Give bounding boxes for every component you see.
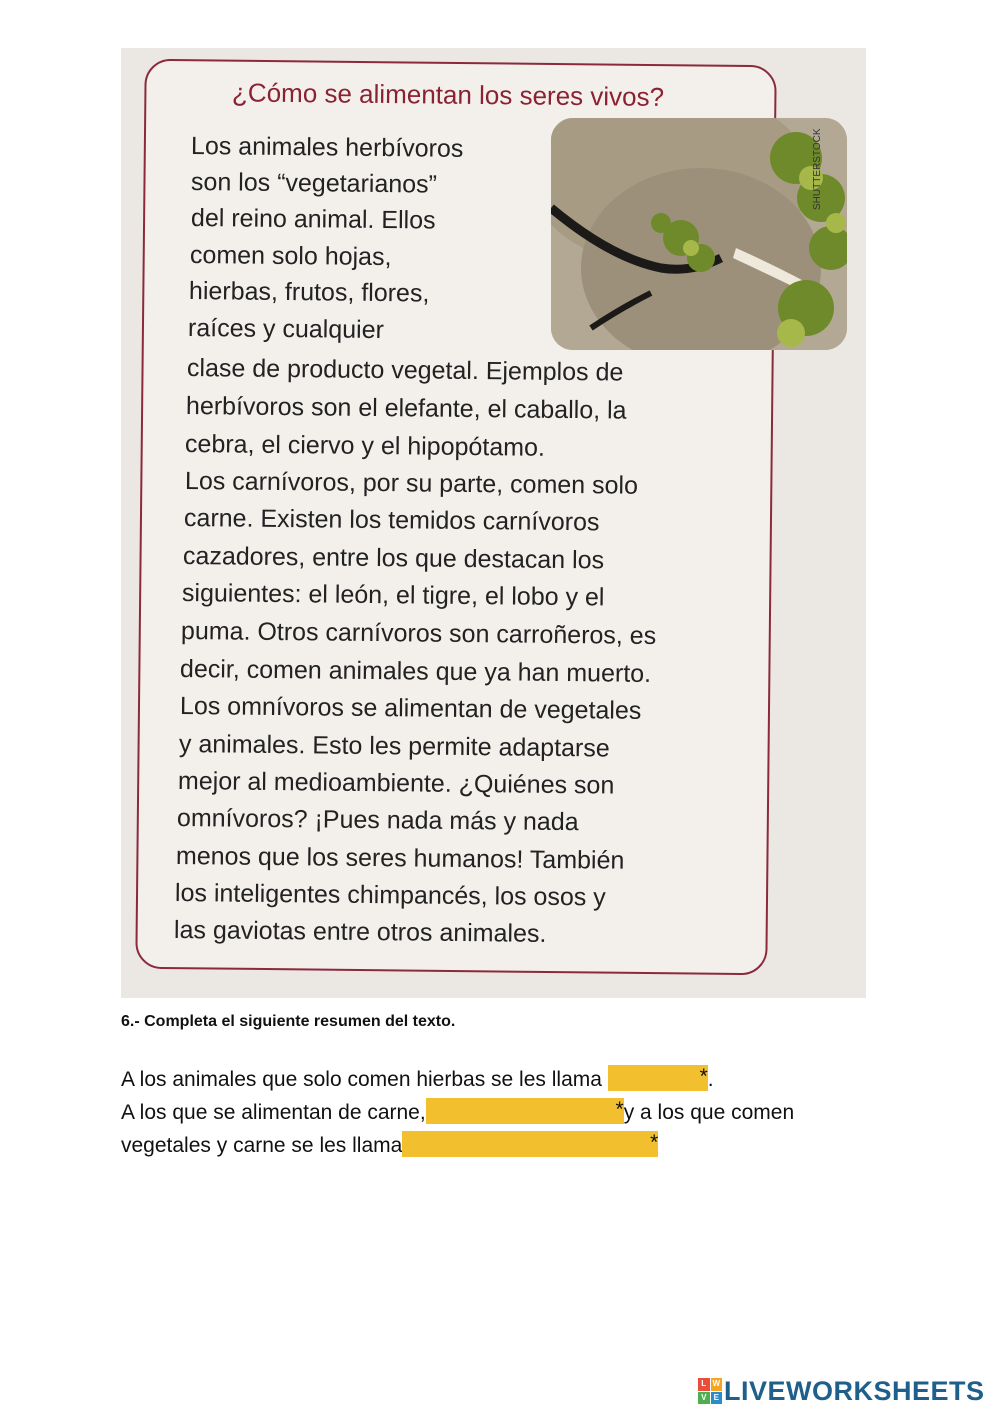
blank-marker: * bbox=[650, 1131, 659, 1154]
brand-name: LIVEWORKSHEETS bbox=[724, 1375, 985, 1406]
reading-line: Los omnívoros se alimentan de vegetales bbox=[179, 692, 642, 725]
reading-line: son los “vegetarianos” bbox=[190, 168, 438, 199]
brand-letter: W bbox=[711, 1378, 723, 1391]
summary-text-2: A los que se alimentan de carne, bbox=[121, 1101, 426, 1124]
reading-line: las gaviotas entre otros animales. bbox=[173, 916, 547, 948]
reading-line: omnívoros? ¡Pues nada más y nada bbox=[176, 804, 579, 837]
reading-line: menos que los seres humanos! También bbox=[175, 842, 625, 875]
liveworksheets-logo bbox=[698, 1374, 985, 1408]
reading-line: del reino animal. Ellos bbox=[190, 204, 436, 235]
reading-line: y animales. Esto les permite adaptarse bbox=[178, 730, 610, 763]
reading-line: siguientes: el león, el tigre, el lobo y el bbox=[181, 579, 605, 612]
reading-line: herbívoros son el elefante, el caballo, la bbox=[185, 392, 627, 425]
summary-line-3 bbox=[121, 1131, 658, 1160]
reading-line: Los animales herbívoros bbox=[190, 132, 464, 163]
reading-line: Los carnívoros, por su parte, comen solo bbox=[184, 467, 639, 500]
summary-after-2: y a los que comen bbox=[623, 1101, 795, 1124]
brand-icon bbox=[698, 1378, 722, 1404]
summary-line-2 bbox=[121, 1098, 794, 1127]
blank-omnivoros[interactable] bbox=[402, 1131, 658, 1157]
elephant-illustration bbox=[551, 118, 847, 350]
reading-line: raíces y cualquier bbox=[187, 314, 385, 345]
brand-letter: E bbox=[711, 1392, 723, 1405]
reading-line: decir, comen animales que ya han muerto. bbox=[179, 655, 652, 688]
brand-letter: V bbox=[698, 1392, 710, 1405]
summary-end-1: . bbox=[707, 1068, 714, 1091]
blank-carnivoros[interactable] bbox=[426, 1098, 624, 1124]
reading-line: puma. Otros carnívoros son carroñeros, es bbox=[180, 617, 657, 650]
reading-title: ¿Cómo se alimentan los seres vivos? bbox=[231, 77, 665, 112]
blank-herbivoros[interactable] bbox=[608, 1065, 708, 1091]
blank-marker: * bbox=[699, 1065, 708, 1088]
exercise-question: 6.- Completa el siguiente resumen del texto. bbox=[121, 1013, 456, 1030]
reading-line: los inteligentes chimpancés, los osos y bbox=[174, 879, 606, 912]
elephant-photo bbox=[551, 118, 847, 350]
brand-letter: L bbox=[698, 1378, 710, 1391]
blank-marker: * bbox=[615, 1098, 624, 1121]
summary-text-1: A los animales que solo comen hierbas se les llama bbox=[121, 1068, 608, 1091]
reading-line: cebra, el ciervo y el hipopótamo. bbox=[184, 430, 546, 462]
summary-text-3: vegetales y carne se les llama bbox=[121, 1134, 403, 1157]
photo-credit: SHUTTERSTOCK bbox=[812, 128, 823, 210]
reading-line: comen solo hojas, bbox=[189, 241, 392, 272]
reading-line: mejor al medioambiente. ¿Quiénes son bbox=[177, 767, 615, 800]
summary-line-1 bbox=[121, 1065, 714, 1094]
reading-line: clase de producto vegetal. Ejemplos de bbox=[186, 354, 624, 387]
reading-line: cazadores, entre los que destacan los bbox=[182, 542, 605, 575]
reading-line: carne. Existen los temidos carnívoros bbox=[183, 504, 600, 537]
reading-line: hierbas, frutos, flores, bbox=[188, 277, 430, 308]
